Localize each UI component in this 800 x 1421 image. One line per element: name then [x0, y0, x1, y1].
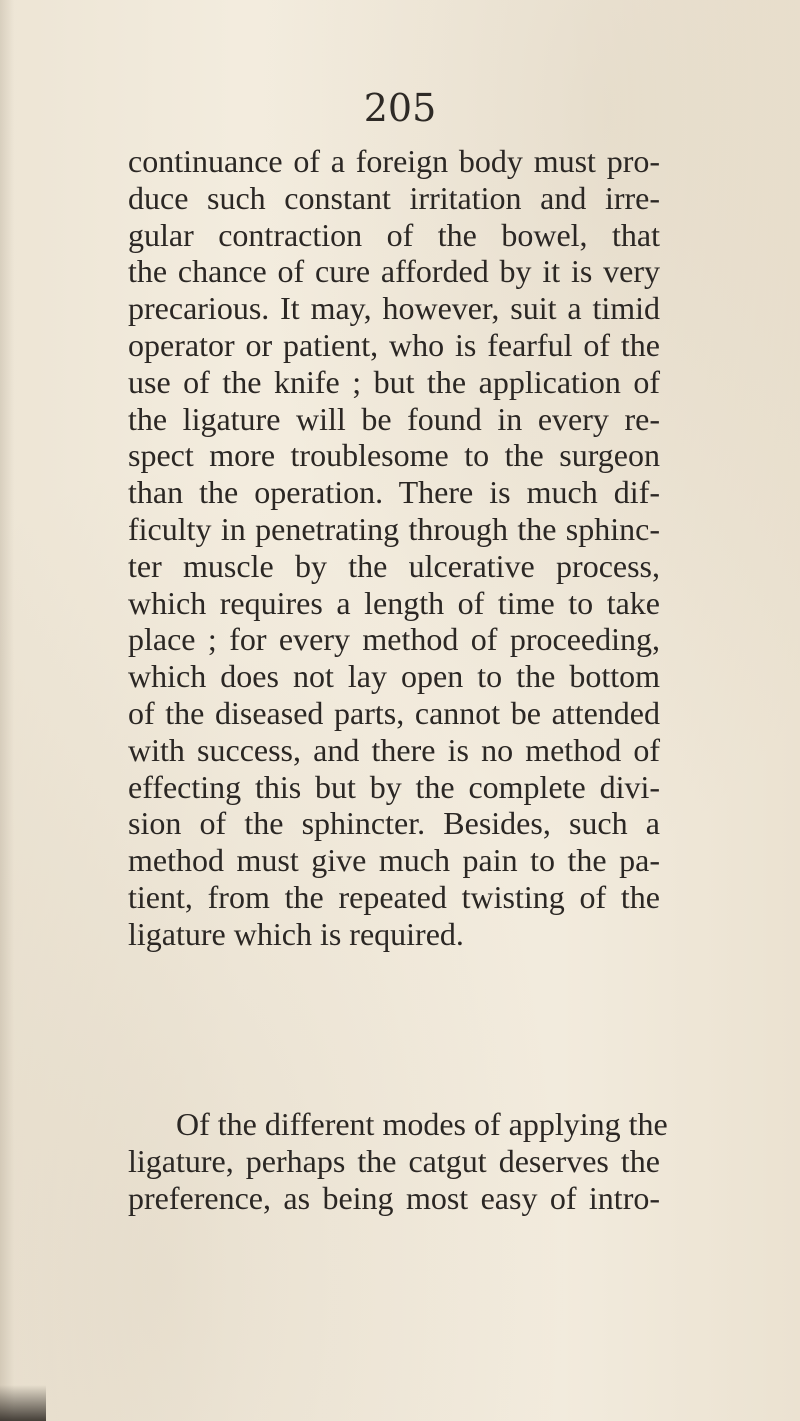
text-line: with success, and there is no method of — [128, 731, 660, 768]
text-line: duce such constant irritation and irre- — [128, 179, 660, 216]
paragraph-1 — [128, 143, 660, 953]
text-line: which requires a length of time to take — [128, 584, 660, 621]
page-edge-shadow — [0, 0, 14, 1421]
text-line: method must give much pain to the pa- — [128, 842, 660, 879]
paragraph-2 — [128, 1106, 668, 1216]
text-line: preference, as being most easy of intro- — [128, 1179, 660, 1216]
text-line: ligature, perhaps the catgut deserves the — [128, 1142, 660, 1179]
text-line: precarious. It may, however, suit a timid — [128, 290, 660, 327]
text-line: the chance of cure afforded by it is very — [128, 253, 660, 290]
text-line: continuance of a foreign body must pro- — [128, 143, 660, 179]
text-line: operator or patient, who is fearful of the — [128, 326, 660, 363]
text-line: ter muscle by the ulcerative process, — [128, 547, 660, 584]
text-line: than the operation. There is much dif- — [128, 474, 660, 511]
text-line: tient, from the repeated twisting of the — [128, 878, 660, 915]
text-line: gular contraction of the bowel, that — [128, 216, 660, 253]
text-line: spect more troublesome to the surgeon — [128, 437, 660, 474]
text-line: ligature which is required. — [128, 915, 464, 952]
text-line: which does not lay open to the bottom — [128, 658, 660, 695]
page-number: 205 — [363, 86, 437, 130]
text-line: the ligature will be found in every re- — [128, 400, 660, 437]
page-corner-shadow — [0, 1385, 46, 1421]
text-line: place ; for every method of proceeding, — [128, 621, 660, 658]
text-line: use of the knife ; but the application of — [128, 363, 660, 400]
text-line: effecting this but by the complete divi- — [128, 768, 660, 805]
text-line: ficulty in penetrating through the sphinc- — [128, 510, 660, 547]
text-line: Of the different modes of applying the — [176, 1106, 668, 1142]
text-line: sion of the sphincter. Besides, such a — [128, 805, 660, 842]
text-line: of the diseased parts, cannot be attended — [128, 694, 660, 731]
